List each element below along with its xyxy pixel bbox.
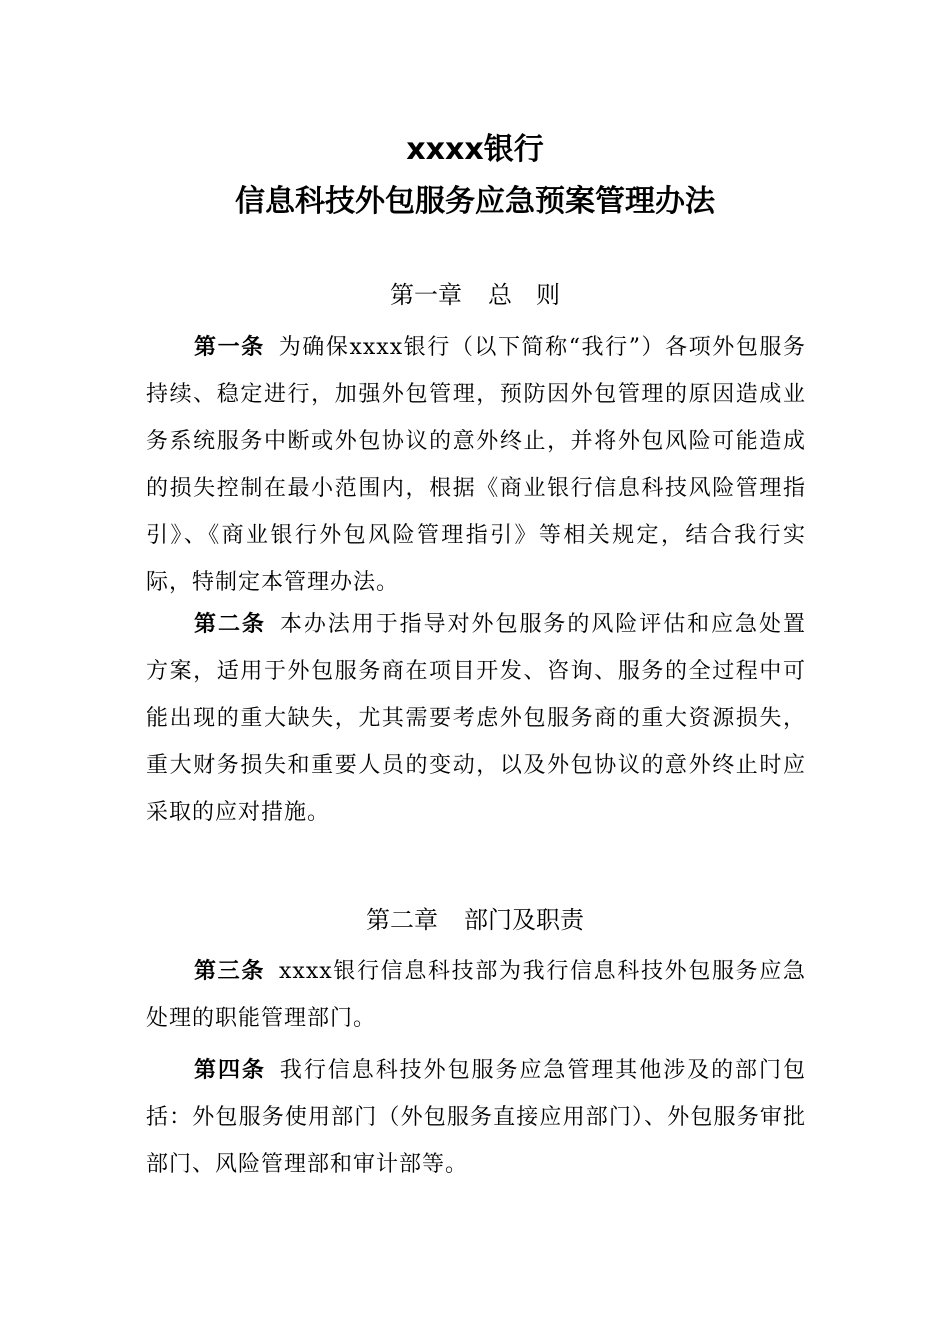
article-label: 第一条 bbox=[194, 335, 265, 360]
article-label: 第二条 bbox=[194, 612, 266, 637]
chapter-2-heading bbox=[0, 903, 950, 937]
article-text: 本办法用于指导对外包服务的风险评估和应急处置方案，适用于外包服务商在项目开发、咨询、服务的全过程中可能出现的重大缺失，尤其需要考虑外包服务商的重大资源损失，重大财务损失和重要人员的变动，以及外包协议的意外终止时应采取的应对措施。 bbox=[146, 612, 806, 825]
article-text: 我行信息科技外包服务应急管理其他涉及的部门包括：外包服务使用部门（外包服务直接应用部门）、外包服务审批部门、风险管理部和审计部等。 bbox=[146, 1058, 806, 1177]
chapter-number: 第二章 bbox=[366, 906, 438, 934]
article-2 bbox=[146, 601, 806, 836]
document-title-bank: xxxx银行 bbox=[406, 132, 544, 167]
chapter-title: 总 则 bbox=[488, 281, 560, 309]
document-title-main: 信息科技外包服务应急预案管理办法 bbox=[235, 184, 715, 219]
article-4 bbox=[146, 1047, 806, 1188]
article-label: 第四条 bbox=[194, 1058, 266, 1083]
chapter-1-heading bbox=[0, 278, 950, 312]
article-label: 第三条 bbox=[194, 959, 266, 984]
article-text: xxxx银行信息科技部为我行信息科技外包服务应急处理的职能管理部门。 bbox=[146, 959, 806, 1031]
chapter-title: 部门及职责 bbox=[464, 906, 584, 934]
article-1 bbox=[146, 324, 806, 606]
article-3 bbox=[146, 948, 806, 1042]
chapter-number: 第一章 bbox=[390, 281, 462, 309]
article-text: 为确保xxxx银行（以下简称“我行”）各项外包服务持续、稳定进行，加强外包管理，预防因外包管理的原因造成业务系统服务中断或外包协议的意外终止，并将外包风险可能造成的损失控制在最小范围内，根据《商业银行信息科技风险管理指引》、《商业银行外包风险管理指引》等相关规定，结合我行实际，特制定本管理办法。 bbox=[146, 335, 806, 595]
